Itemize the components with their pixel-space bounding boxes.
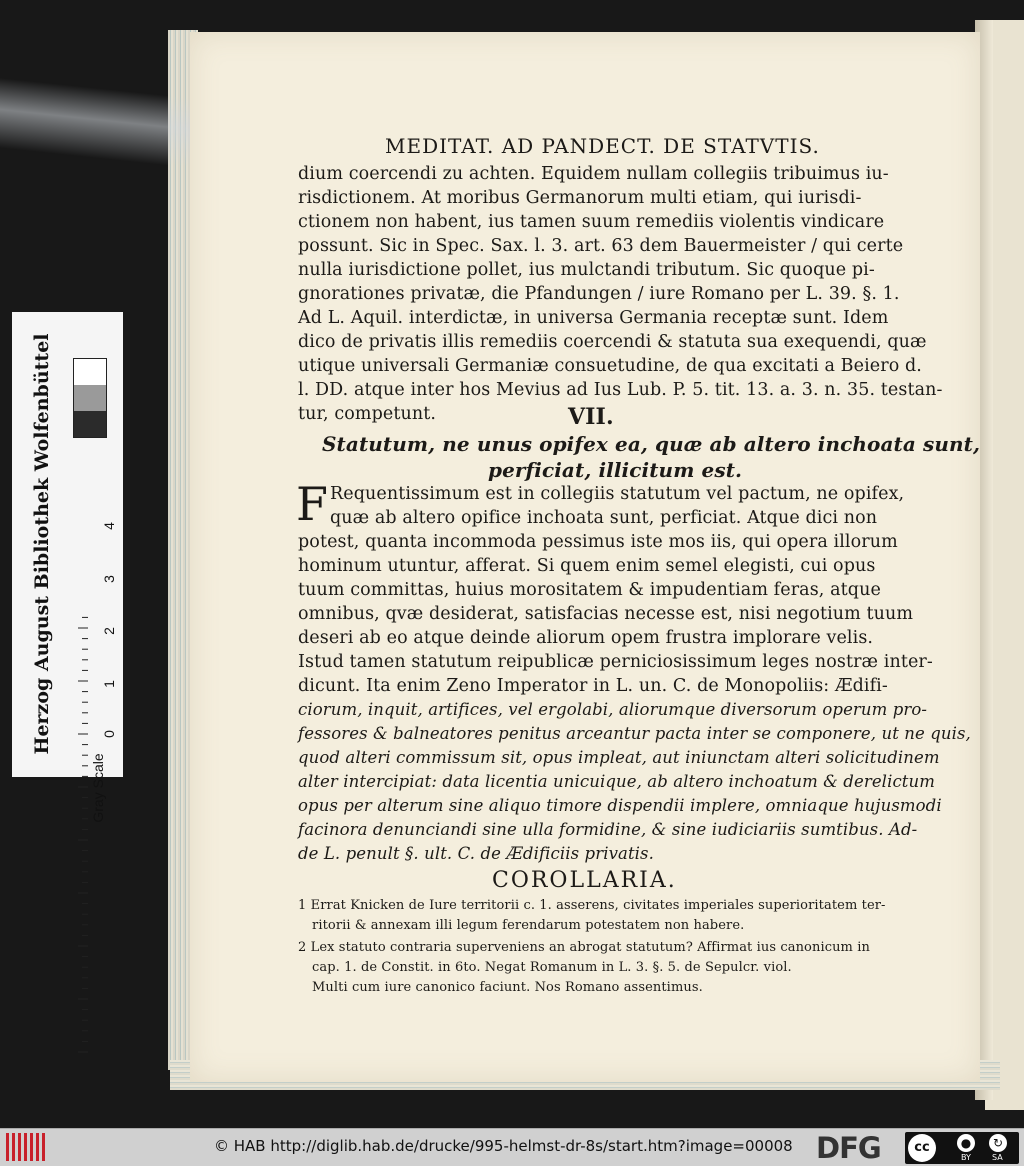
scale-number: 4	[101, 522, 117, 530]
swatch-gray	[74, 385, 106, 411]
body-line: Requentissimum est in collegiis statutum vel pactum, ne opifex,	[330, 484, 905, 504]
scale-number: 1	[101, 680, 117, 688]
license-sa-label: SA	[992, 1153, 1003, 1162]
body-line: potest, quanta incommoda pessimus iste mos iis, qui opera illorum	[298, 532, 898, 552]
drop-cap: F	[296, 477, 328, 531]
section-title-line: Statutum, ne unus opifex ea, quæ ab altero inchoata sunt,	[322, 432, 981, 456]
credit-link[interactable]: © HAB http://diglib.hab.de/drucke/995-helmst-dr-8s/start.htm?image=00008	[214, 1137, 793, 1155]
body-line: omnibus, qvæ desiderat, satisfacias necesse est, nisi negotium tuum	[298, 604, 914, 624]
body-line: quod alteri commissum sit, opus impleat, aut iniunctam alteri solicitudinem	[298, 748, 940, 767]
body-line: facinora denunciandi sine ulla formidine, & sine iudiciariis sumtibus. Ad-	[298, 820, 918, 839]
section-number: VII.	[568, 404, 614, 430]
share-alike-icon: ↻	[989, 1134, 1007, 1152]
text-line: dium coercendi zu achten. Equidem nullam collegiis tribuimus iu-	[298, 164, 889, 184]
section-title-line: perficiat, illicitum est.	[488, 458, 743, 482]
text-line: risdictionem. At moribus Germanorum multi etiam, qui iurisdi-	[298, 188, 862, 208]
text-line: nulla iurisdictione pollet, ius mulctandi tributum. Sic quoque pi-	[298, 260, 875, 280]
body-line: dicunt. Ita enim Zeno Imperator in L. un. C. de Monopoliis: Ædifi-	[298, 676, 888, 696]
text-line: ctionem non habent, ius tamen suum remediis violentis vindicare	[298, 212, 885, 232]
body-line: quæ ab altero opifice inchoata sunt, perficiat. Atque dici non	[330, 508, 878, 528]
cc-license-badge[interactable]	[905, 1132, 1019, 1164]
body-line: de L. penult §. ult. C. de Ædificiis privatis.	[298, 844, 654, 863]
corollary-line: Multi cum iure canonico faciunt. Nos Romano assentimus.	[312, 980, 703, 995]
body-line: opus per alterum sine aliquo timore dispendii implere, omniaque hujusmodi	[298, 796, 942, 815]
cc-icon: cc	[908, 1134, 936, 1162]
footer-bar	[0, 1128, 1024, 1166]
swatch-black	[74, 411, 106, 437]
corollary-line: 2 Lex statuto contraria superveniens an abrogat statutum? Affirmat ius canonicum in	[298, 940, 870, 955]
body-line: ciorum, inquit, artifices, vel ergolabi, aliorumque diversorum operum pro-	[298, 700, 928, 719]
person-icon: ●	[957, 1134, 975, 1152]
dfg-logo: DFG	[816, 1131, 881, 1165]
color-calibration-card: Herzog August Bibliothek Wolfenbüttel Gray Scale 0 1 2 3 4	[12, 312, 123, 777]
corollaria-heading: COROLLARIA.	[492, 868, 677, 893]
ruler	[78, 612, 88, 1062]
hab-logo-icon	[6, 1133, 46, 1161]
body-line: deseri ab eo atque deinde aliorum opem frustra implorare velis.	[298, 628, 874, 648]
library-name: Herzog August Bibliothek Wolfenbüttel	[31, 333, 53, 755]
swatch-white	[74, 359, 106, 385]
body-line: Istud tamen statutum reipublicæ perniciosissimum leges nostræ inter-	[298, 652, 933, 672]
gray-swatches	[73, 358, 107, 438]
license-by-label: BY	[961, 1153, 971, 1162]
text-line: utique universali Germaniæ consuetudine, de qua excitati a Beiero d.	[298, 356, 922, 376]
text-line: Ad L. Aquil. interdictæ, in universa Germania receptæ sunt. Idem	[298, 308, 889, 328]
running-header: MEDITAT. AD PANDECT. DE STATVTIS.	[385, 134, 820, 158]
text-line: tur, competunt.	[298, 404, 437, 424]
text-line: possunt. Sic in Spec. Sax. l. 3. art. 63 dem Bauermeister / qui certe	[298, 236, 904, 256]
body-line: tuum committas, huius morositatem & impudentiam feras, atque	[298, 580, 881, 600]
body-line: hominum utuntur, afferat. Si quem enim semel elegisti, cui opus	[298, 556, 876, 576]
scale-number: 2	[101, 627, 117, 635]
text-line: dico de privatis illis remediis coercendi & statuta sua exequendi, quæ	[298, 332, 927, 352]
scale-number: 3	[101, 575, 117, 583]
text-line: l. DD. atque inter hos Mevius ad Ius Lub. P. 5. tit. 13. a. 3. n. 35. testan-	[298, 380, 943, 400]
text-line: gnorationes privatæ, die Pfandungen / iure Romano per L. 39. §. 1.	[298, 284, 900, 304]
body-line: alter intercipiat: data licentia unicuique, ab altero inchoatum & derelictum	[298, 772, 935, 791]
corollary-line: 1 Errat Knicken de Iure territorii c. 1. asserens, civitates imperiales superioritatem ter-	[298, 898, 886, 913]
book-page	[190, 32, 980, 1082]
scale-number: 0	[101, 730, 117, 738]
body-line: fessores & balneatores penitus arceantur pacta inter se componere, ut ne quis,	[298, 724, 971, 743]
corollary-line: ritorii & annexam illi legum ferendarum potestatem non habere.	[312, 918, 745, 933]
corollary-line: cap. 1. de Constit. in 6to. Negat Romanum in L. 3. §. 5. de Sepulcr. viol.	[312, 960, 792, 975]
